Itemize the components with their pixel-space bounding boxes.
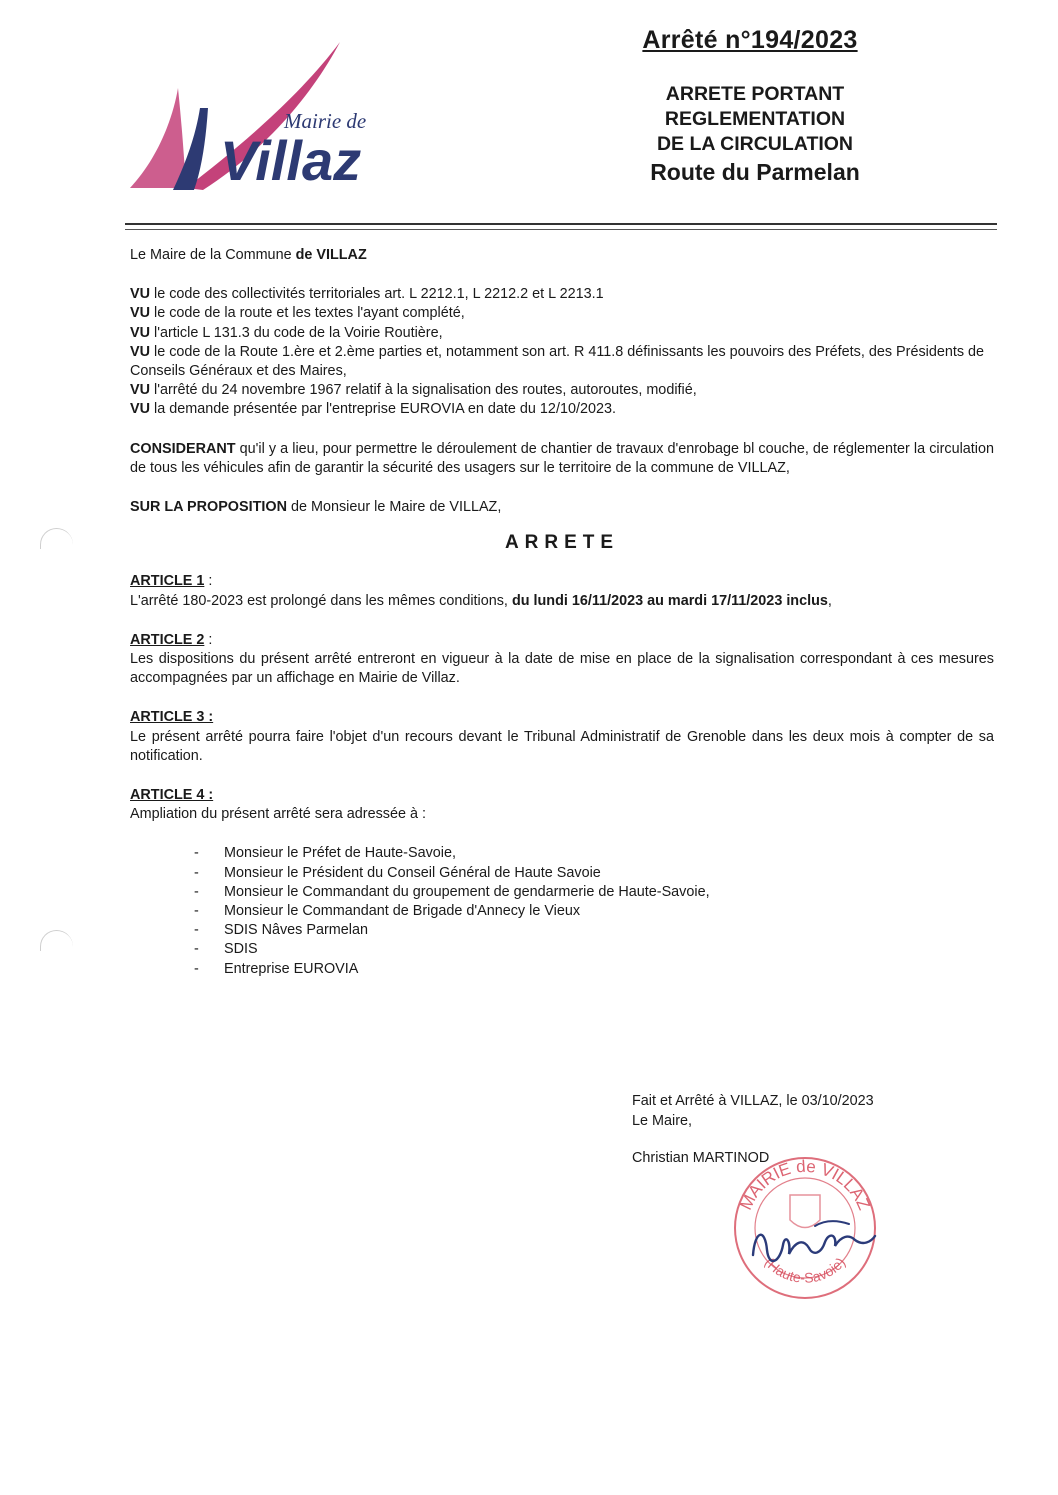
proposition-text: de Monsieur le Maire de VILLAZ, <box>286 499 502 516</box>
article-4-text: Ampliation du présent arrêté sera adressée à : <box>130 806 426 823</box>
article-dates: du lundi 16/11/2023 au mardi 17/11/2023 inclus <box>511 592 828 609</box>
vu-list <box>130 285 994 419</box>
article-2-text: Les dispositions du présent arrêté entreront en vigueur à la date de mise en place de la signalisation correspondant à ces mesures accompagnées par un affichage en Mairie de Villaz. <box>130 651 994 687</box>
document-body <box>130 246 994 979</box>
recipients-list <box>130 844 994 978</box>
logo-line1: Mairie de <box>284 109 367 133</box>
considerant-text: qu'il y a lieu, pour permettre le déroulement de chantier de travaux d'enrobage bl couche, de réglementer la circulation de tous les véhicules afin de garantir la sécurité des usagers sur le territoire de la commune de VILLAZ, <box>130 440 994 476</box>
svg-text:(Haute-Savoie) <box>762 1254 849 1286</box>
article-title-text: ARTICLE 2 <box>130 631 205 648</box>
vu-text: le code de la Route 1.ère et 2.ème parties et, notamment son art. R 411.8 définissants les pouvoirs des Préfets, des Présidents de Conseils Généraux et des Maires, <box>130 343 985 380</box>
stamp-bottom-text: (Haute-Savoie) <box>761 1254 849 1286</box>
vu-text: l'arrêté du 24 novembre 1967 relatif à la signalisation des routes, autoroutes, modifié, <box>154 382 697 399</box>
vu-item <box>130 381 994 400</box>
recipient-item: - Monsieur le Commandant de Brigade d'Annecy le Vieux <box>194 902 994 921</box>
road-name: Route du Parmelan <box>650 159 860 185</box>
villaz-logo <box>128 38 418 196</box>
vu-item <box>130 285 994 304</box>
intro-commune: de VILLAZ <box>295 247 367 263</box>
arrete-heading: ARRETE <box>504 532 620 554</box>
coat-of-arms-icon <box>790 1195 820 1228</box>
vu-label: VU <box>130 305 150 322</box>
vu-label: VU <box>130 286 150 303</box>
recipient-item: - Monsieur le Président du Conseil Général de Haute Savoie <box>194 864 994 883</box>
vu-text: l'article L 131.3 du code de la Voirie Routière, <box>154 324 443 341</box>
vu-label: VU <box>130 401 150 418</box>
article-2-title <box>130 631 994 650</box>
title-line: DE LA CIRCULATION <box>656 133 854 155</box>
article-title-suffix: : <box>204 573 213 590</box>
article-title-text: ARTICLE 4 : <box>130 787 214 804</box>
signatory-role: Le Maire, <box>632 1112 692 1129</box>
recipient-item: - Monsieur le Commandant du groupement de gendarmerie de Haute-Savoie, <box>194 883 994 902</box>
intro-line <box>130 246 994 265</box>
vu-label: VU <box>130 343 150 360</box>
vu-text: le code des collectivités territoriales art. L 2212.1, L 2212.2 et L 2213.1 <box>154 286 604 303</box>
article-text: L'arrêté 180-2023 est prolongé dans les mêmes conditions, <box>130 592 512 609</box>
recipient-item: - SDIS <box>194 940 994 959</box>
vu-item <box>130 400 994 419</box>
article-1-text <box>130 592 994 611</box>
proposition-paragraph <box>130 498 994 517</box>
header-divider-thin <box>125 229 997 230</box>
signatory-name: Christian MARTINOD <box>632 1150 770 1166</box>
article-4-title <box>130 786 994 805</box>
proposition-label: SUR LA PROPOSITION <box>130 499 287 516</box>
vu-item <box>130 304 994 323</box>
document-title <box>585 82 925 187</box>
vu-label: VU <box>130 382 150 399</box>
arrete-number: Arrêté n°194/2023 <box>642 26 858 54</box>
stamp-top-text: MAIRIE de VILLAZ <box>736 1156 874 1213</box>
considerant-label: CONSIDERANT <box>130 440 236 457</box>
vu-text: la demande présentée par l'entreprise EUROVIA en date du 12/10/2023. <box>154 401 616 418</box>
vu-item <box>130 324 994 343</box>
recipient-item: - Entreprise EUROVIA <box>194 960 994 979</box>
intro-text: Le Maire de la Commune <box>130 247 296 263</box>
title-line: ARRETE PORTANT <box>665 83 845 105</box>
vu-text: le code de la route et les textes l'ayant complété, <box>154 305 465 322</box>
header-divider <box>125 223 997 225</box>
considerant-paragraph <box>130 440 994 478</box>
title-line: REGLEMENTATION <box>664 108 846 130</box>
article-title-suffix: : <box>204 631 213 648</box>
article-3-text: Le présent arrêté pourra faire l'objet d'un recours devant le Tribunal Administratif de Grenoble dans les deux mois à compter de sa notification. <box>130 728 994 764</box>
official-stamp <box>725 1150 885 1300</box>
article-3-title <box>130 708 994 727</box>
punch-hole-mark <box>40 930 73 951</box>
article-tail: , <box>827 592 832 609</box>
place-date: Fait et Arrêté à VILLAZ, le 03/10/2023 <box>632 1093 874 1109</box>
svg-text:MAIRIE de VILLAZ <box>736 1157 874 1213</box>
article-1-title <box>130 572 994 591</box>
article-title-text: ARTICLE 3 : <box>130 709 214 726</box>
article-title-text: ARTICLE 1 <box>130 573 205 590</box>
vu-item <box>130 343 994 381</box>
logo-line2: Villaz <box>220 129 362 192</box>
recipient-item: - SDIS Nâves Parmelan <box>194 921 994 940</box>
vu-label: VU <box>130 324 150 341</box>
punch-hole-mark <box>40 528 73 549</box>
recipient-item: - Monsieur le Préfet de Haute-Savoie, <box>194 844 994 863</box>
